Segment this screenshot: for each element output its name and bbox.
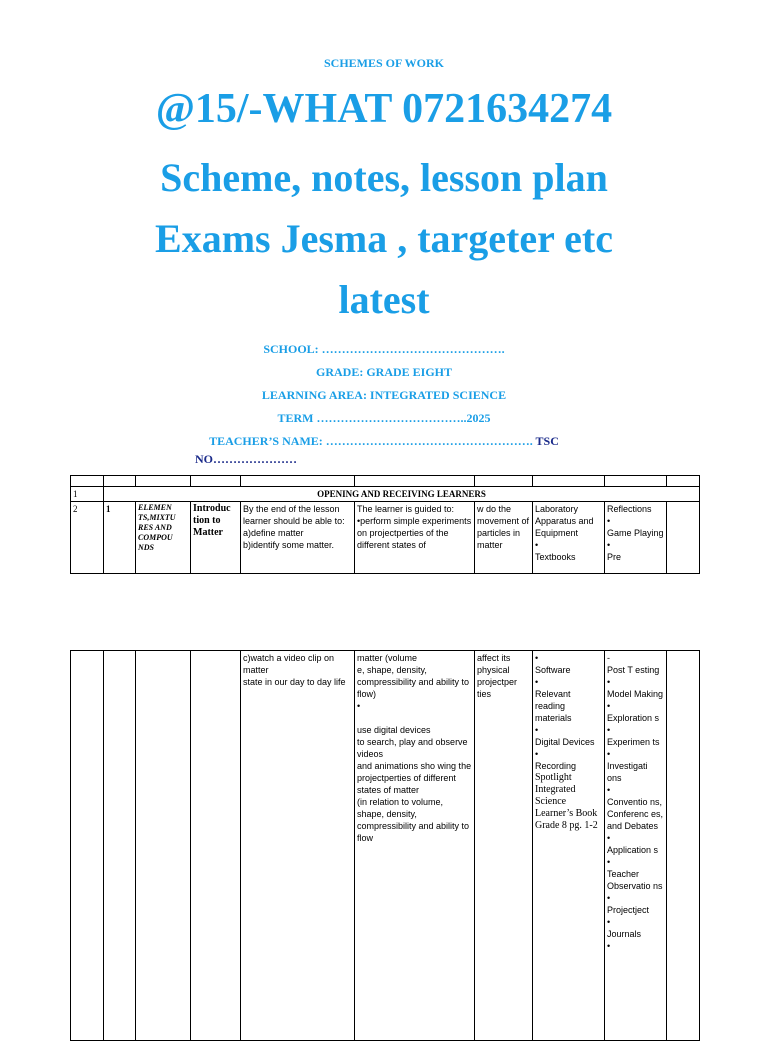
experiences-cell: The learner is guided to: •perform simple experiments on projectperties of the different states of bbox=[355, 502, 475, 574]
inquiry-cell: affect its physical projectper ties bbox=[475, 651, 533, 1041]
tsc-label: TSC bbox=[532, 434, 559, 448]
reflection-cell bbox=[667, 651, 700, 1041]
teacher-name-label: TEACHER’S NAME: ……………………………………………. bbox=[209, 434, 533, 448]
lesson-cell bbox=[104, 651, 136, 1041]
table-row bbox=[71, 651, 700, 1041]
reflection-cell bbox=[667, 502, 700, 574]
scheme-table-part-2 bbox=[70, 650, 700, 1041]
inquiry-cell: w do the movement of particles in matter bbox=[475, 502, 533, 574]
teacher-name-field bbox=[0, 434, 768, 449]
term-field: TERM ………………………………..2025 bbox=[277, 411, 491, 425]
assessment-cell: - Post T esting • Model Making • Exploration s • Experimen ts • Investigati ons • Conventio ns, Conferenc es, and Debates • Application s • Teacher Observatio ns • Projectject • Journals • bbox=[605, 651, 667, 1041]
school-field: SCHOOL: ………………………………………. bbox=[263, 342, 505, 356]
promo-line-3: latest bbox=[338, 277, 430, 322]
table-cell bbox=[605, 476, 667, 487]
resources-list: • Software • Relevant reading materials • Digital Devices • Recording bbox=[535, 653, 595, 771]
table-cell bbox=[71, 476, 104, 487]
table-header-row bbox=[71, 476, 700, 487]
table-row bbox=[71, 502, 700, 574]
table-cell bbox=[241, 476, 355, 487]
strand-cell: ELEMEN TS,MIXTU RES AND COMPOU NDS bbox=[136, 502, 191, 574]
lesson-cell: 1 bbox=[104, 502, 136, 574]
grade-field: GRADE: GRADE EIGHT bbox=[315, 365, 452, 379]
sub-strand-cell: Introduc tion to Matter bbox=[191, 502, 241, 574]
opening-row-cell: OPENING AND RECEIVING LEARNERS bbox=[104, 487, 700, 502]
outcomes-cell: By the end of the lesson learner should be able to: a)define matter b)identify some matter. bbox=[241, 502, 355, 574]
week-cell: 2 bbox=[71, 502, 104, 574]
week-cell: 1 bbox=[71, 487, 104, 502]
table-cell bbox=[475, 476, 533, 487]
schemes-of-work-title: SCHEMES OF WORK bbox=[323, 56, 445, 70]
table-cell bbox=[136, 476, 191, 487]
experiences-cell: matter (volume e, shape, density, compressibility and ability to flow) • use digital devices to search, play and observe videos and animations sho wing the projectperties of different states of matter (in relation to volume, shape, density, compressibility and ability to flow bbox=[355, 651, 475, 1041]
table-cell bbox=[104, 476, 136, 487]
week-cell bbox=[71, 651, 104, 1041]
tsc-no-field: NO………………… bbox=[195, 452, 297, 466]
strand-cell bbox=[136, 651, 191, 1041]
scheme-table-part-1 bbox=[70, 475, 700, 574]
sub-strand-cell bbox=[191, 651, 241, 1041]
table-cell bbox=[355, 476, 475, 487]
learners-book-reference: Spotlight Integrated Science Learner’s Book Grade 8 pg. 1-2 bbox=[535, 772, 598, 831]
promo-line-1: Scheme, notes, lesson plan bbox=[160, 155, 608, 200]
outcomes-cell: c)watch a video clip on matter state in our day to day life bbox=[241, 651, 355, 1041]
table-cell bbox=[191, 476, 241, 487]
table-cell bbox=[533, 476, 605, 487]
assessment-cell: Reflections • Game Playing • Pre bbox=[605, 502, 667, 574]
learning-area-field: LEARNING AREA: INTEGRATED SCIENCE bbox=[261, 388, 507, 402]
table-row bbox=[71, 487, 700, 502]
resources-cell bbox=[533, 651, 605, 1041]
table-cell bbox=[667, 476, 700, 487]
resources-cell: Laboratory Apparatus and Equipment • Textbooks bbox=[533, 502, 605, 574]
contact-line: @15/-WHAT 0721634274 bbox=[155, 86, 613, 132]
promo-line-2: Exams Jesma , targeter etc bbox=[155, 216, 613, 261]
